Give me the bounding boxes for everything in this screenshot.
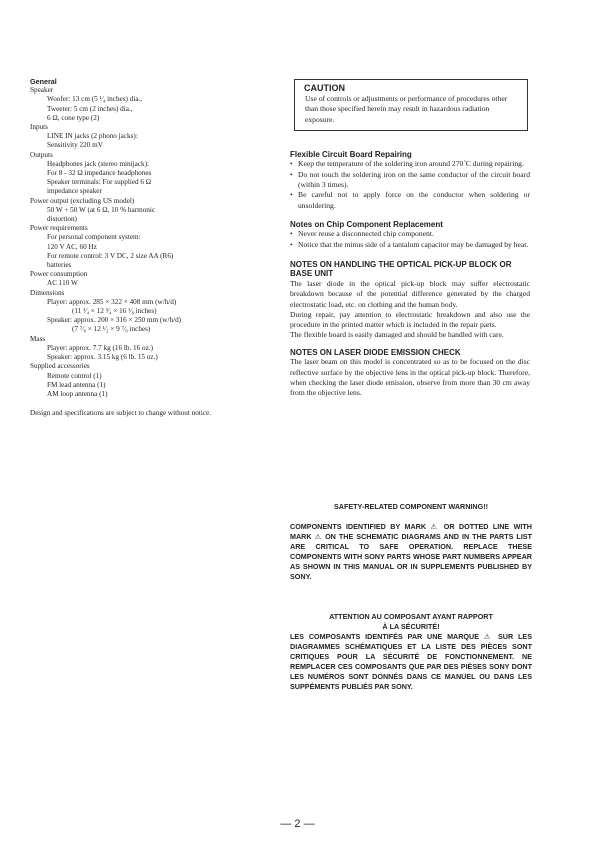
spec-dimensions: Dimensions [30,288,65,297]
safety-fr-body: LES COMPOSANTS IDENTIFÉS PAR UNE MARQUE ⚠ SUR LES DIAGRAMMES SCHÉMATIQUES ET LA LISTE DES PIÈCES SONT CRITIQUES POUR LA SÉCURITÉ DE FONCTIONNEMENT. NE REMPLACER CES COMPOSANTS QUE PAR DES PIÈSES SONY DONT LES NUMÉROS SONT DONNÉS DANS CE MANUEL OU DANS LES SUPPÉMENTS PUBLIÉS PAR SONY. [290,632,532,691]
spec-batteries: batteries [47,261,72,270]
spec-tweeter: Tweeter: 5 cm (2 inches) dia., [47,104,133,113]
spec-distortion: distortion) [47,215,77,224]
flexible-item: • Be careful not to apply force on the conductor when soldering or unsoldering. [290,190,530,210]
spec-acc-fm: FM lead antenna (1) [47,380,106,389]
spec-player-mass: Player: approx. 7.7 kg (16 lb. 16 oz.) [47,343,153,352]
spec-ac: 120 V AC, 60 Hz [47,242,97,251]
spec-remote: For remote control: 3 V DC, 2 size AA (R6) [47,251,174,260]
spec-linein: LINE IN jacks (2 phono jacks): [47,132,138,141]
spec-outputs: Outputs [30,150,53,159]
spec-cone: 6 Ω, cone type (2) [47,113,100,122]
caution-body: Use of controls or adjustments or performance of procedures other than those specified herein may result in hazardous radiation exposure. [305,94,508,124]
spec-headphones-imp: For 8 - 32 Ω impedance headphones [47,169,152,178]
optical-p1: The laser diode in the optical pick-up block may suffer electrostatic breakdown because of the potential difference generated by the charged electrostatic load, etc. on clothing and the human body. [290,278,530,309]
spec-power-cons: Power consumption [30,270,88,279]
laser-body: The laser beam on this model is concentrated so as to be focused on the disc reflective surface by the objective lens in the optical pick-up block. Therefore, when checking the laser diode emission, observe from more than 30 cm away from the objective lens. [290,357,530,398]
specifications-column [30,77,275,418]
spec-sensitivity: Sensitivity 220 mV [47,141,103,150]
spec-headphones: Headphones jack (stereo minijack): [47,159,149,168]
spec-power-cons-val: AC 110 W [47,279,78,288]
spec-speaker-dim-in: (7 ⁷⁄₈ × 12 ¹⁄₂ × 9 ⁷⁄₈ inches) [72,325,151,334]
optical-p3: The flexible board is easily damaged and should be handled with care. [290,330,504,340]
spec-speaker-mass: Speaker: approx. 3.15 kg (6 lb. 15 oz.) [47,353,158,362]
spec-speaker-terminals: Speaker terminals: For supplied 6 Ω [47,178,152,187]
safety-warning-en [290,502,532,582]
service-notes-column [290,79,530,398]
flexible-item: • Keep the temperature of the soldering iron around 270˚C during repairing. [290,159,524,169]
spec-note: Design and specifications are subject to change without notice. [30,409,212,418]
safety-en-title: SAFETY-RELATED COMPONENT WARNING!! [334,502,488,511]
spec-power-req: Power requirements [30,224,88,233]
spec-woofer: Woofer: 13 cm (5 ¹⁄₄ inches) dia., [47,95,143,104]
spec-power-output: Power output (excluding US model) [30,196,135,205]
chip-item: • Never reuse a disconnected chip component. [290,229,434,239]
laser-title: NOTES ON LASER DIODE EMISSION CHECK [290,347,461,357]
page-number: — 2 — [280,818,315,830]
spec-acc-remote: Remote control (1) [47,371,102,380]
spec-speaker-dim: Speaker: approx. 200 × 316 × 250 mm (w/h/d) [47,316,182,325]
safety-en-body: COMPONENTS IDENTIFIED BY MARK ⚠ OR DOTTED LINE WITH MARK ⚠ ON THE SCHEMATIC DIAGRAMS AND IN THE PARTS LIST ARE CRITICAL TO SAFE OPERATION. REPLACE THESE COMPONENTS WITH SONY PARTS WHOSE PART NUMBERS APPEAR AS SHOWN IN THIS MANUAL OR IN SUPPLEMENTS PUBLISHED BY SONY. [290,522,532,581]
spec-accessories: Supplied accessories [30,362,90,371]
spec-inputs: Inputs [30,123,48,132]
spec-acc-am: AM loop antenna (1) [47,389,108,398]
spec-mass: Mass [30,334,46,343]
specs-heading: General [30,77,57,86]
flexible-title: Flexible Circuit Board Repairing [290,149,412,159]
safety-fr-title-1: ATTENTION AU COMPOSANT AYANT RAPPORT [329,612,493,621]
caution-title: CAUTION [304,83,345,93]
optical-p2: During repair, pay attention to electrostatic breakdown and also use the procedure in the printed matter which is included in the repair parts. [290,309,530,330]
chip-item: • Notice that the minus side of a tantalum capacitor may be damaged by heat. [290,239,529,249]
safety-fr-title-2: À LA SÉCURITÉ! [382,622,440,631]
chip-title: Notes on Chip Component Replacement [290,219,443,229]
safety-warning-fr [290,612,532,692]
spec-player-dim-in: (11 ¹⁄₄ × 12 ³⁄₄ × 16 ¹⁄₈ inches) [72,307,157,316]
spec-power-output-val: 50 W + 50 W (at 6 Ω, 10 % harmonic [47,205,156,214]
spec-player-dim: Player: approx. 285 × 322 × 408 mm (w/h/d) [47,297,177,306]
optical-title: NOTES ON HANDLING THE OPTICAL PICK-UP BLOCK OR BASE UNIT [290,259,512,279]
flexible-item: • Do not touch the soldering iron on the same conductor of the circuit board (within 3 times). [290,169,530,189]
spec-personal: For personal component system: [47,233,141,242]
spec-speaker-imp: impedance speaker [47,187,102,196]
caution-box [294,79,528,131]
spec-speaker: Speaker [30,86,54,95]
